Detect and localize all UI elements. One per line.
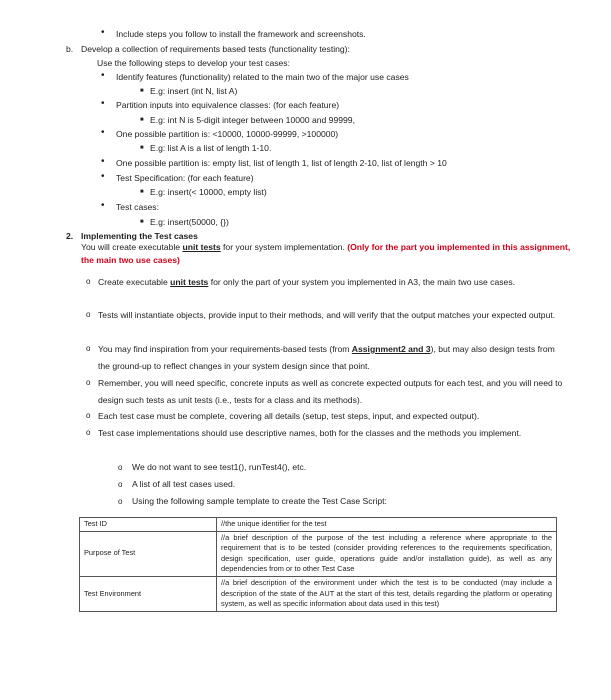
install-steps-item: Include steps you follow to install the framework and screenshots.	[116, 29, 366, 39]
section-2-number: 2.	[66, 231, 74, 241]
circle-bullet: o	[86, 277, 91, 286]
bullet-dot: •	[101, 156, 105, 167]
steps-intro: Use the following steps to develop your test cases:	[97, 58, 290, 68]
p1-unit-tests-link: unit tests	[170, 277, 209, 287]
section-2-title: Implementing the Test cases	[81, 231, 198, 241]
step-list-example: E.g: list A is a list of length 1-10.	[150, 143, 272, 153]
step-identify-features: Identify features (functionality) related to the main two of the major use cases	[116, 72, 409, 82]
circle-bullet: o	[86, 411, 91, 420]
circle-bullet: o	[86, 310, 91, 319]
step-test-cases: Test cases:	[116, 202, 159, 212]
bullet-dot: •	[101, 70, 105, 81]
square-bullet: ■	[140, 189, 144, 195]
point-concrete-inputs: Remember, you will need specific, concrete inputs as well as concrete expected outputs for each test, and you will need to design such tests as unit tests (i.e., tests for a class and its methods).	[98, 378, 563, 405]
circle-bullet: o	[86, 378, 91, 387]
p1-text-2: for only the part of your system you implemented in A3, the main two use cases.	[208, 277, 516, 287]
subpoint-list-test-cases: A list of all test cases used.	[132, 479, 236, 489]
circle-bullet: o	[86, 344, 91, 353]
bullet-dot: •	[101, 200, 105, 211]
step-partition-example: E.g: int N is 5-digit integer between 10000 and 99999,	[150, 115, 355, 125]
bullet-dot: •	[101, 27, 105, 38]
square-bullet: ■	[140, 117, 144, 123]
point-inspiration	[98, 341, 568, 374]
point-create-unit-tests	[98, 274, 568, 291]
point-descriptive-names: Test case implementations should use descriptive names, both for the classes and the methods you implement.	[98, 428, 522, 438]
table-row	[80, 518, 557, 532]
item-b-label: b.	[66, 44, 74, 54]
table-row	[80, 531, 557, 576]
square-bullet: ■	[140, 88, 144, 94]
subpoint-no-generic-names: We do not want to see test1(), runTest4(), etc.	[132, 462, 307, 472]
p3-text: You may find inspiration from your requirements-based tests (from	[98, 344, 352, 354]
section-2-intro	[81, 241, 571, 267]
table-cell-value: //a brief description of the environment under which the test is to be conducted (may include a description of the state of the AUT at the start of this test, details regarding the platform or operating system, as well as specific information about data used in this test)	[217, 576, 557, 611]
table-cell-value: //the unique identifier for the test	[217, 518, 557, 532]
subpoint-template: Using the following sample template to create the Test Case Script:	[132, 496, 387, 506]
item-b-text: Develop a collection of requirements based tests (functionality testing):	[81, 44, 350, 54]
step-test-spec: Test Specification: (for each feature)	[116, 173, 254, 183]
table-cell-value: //a brief description of the purpose of the test including a reference where appropriate to the requirement that is to be tested (consider providing references to the requirements specification, design specification, user guide, operations guide and/or installation guide), as well as any dependencies from or to other Test Case	[217, 531, 557, 576]
test-case-template-table	[79, 517, 557, 612]
table-cell-label: Purpose of Test	[80, 531, 217, 576]
square-bullet: ■	[140, 219, 144, 225]
table-cell-label: Test ID	[80, 518, 217, 532]
intro-text: You will create executable	[81, 242, 183, 252]
assignment-link: Assignment2 and 3	[351, 344, 431, 354]
table-cell-label: Test Environment	[80, 576, 217, 611]
step-partition-inputs: Partition inputs into equivalence classes: (for each feature)	[116, 100, 340, 110]
point-complete-cases: Each test case must be complete, covering all details (setup, test steps, input, and expected output).	[98, 411, 480, 421]
step-partition-list: One possible partition is: empty list, list of length 1, list of length 2-10, list of length > 10	[116, 158, 447, 168]
step-test-spec-example: E.g: insert(< 10000, empty list)	[150, 187, 267, 197]
unit-tests-link: unit tests	[182, 242, 221, 252]
circle-bullet: o	[118, 463, 123, 472]
intro-text-2: for your system implementation.	[220, 242, 348, 252]
circle-bullet: o	[86, 428, 91, 437]
circle-bullet: o	[118, 497, 123, 506]
bullet-dot: •	[101, 127, 105, 138]
bullet-dot: •	[101, 171, 105, 182]
circle-bullet: o	[118, 480, 123, 489]
point-instantiate-objects: Tests will instantiate objects, provide input to their methods, and will verify that the output matches your expected output.	[98, 310, 556, 320]
step-test-cases-example: E.g: insert(50000, {})	[150, 217, 229, 227]
step-partition-n: One possible partition is: <10000, 10000-99999, >100000)	[116, 129, 339, 139]
intro-red-note: (Only for the part you implemented in this assignment, the main two use cases)	[81, 242, 571, 265]
table-row	[80, 576, 557, 611]
square-bullet: ■	[140, 145, 144, 151]
p1-text: Create executable	[98, 277, 171, 287]
p3-text-2: ), but may also design tests from the ground-up to reflect changes in your system design since that point.	[98, 344, 555, 371]
bullet-dot: •	[101, 98, 105, 109]
step-identify-example: E.g: insert (int N, list A)	[150, 86, 238, 96]
